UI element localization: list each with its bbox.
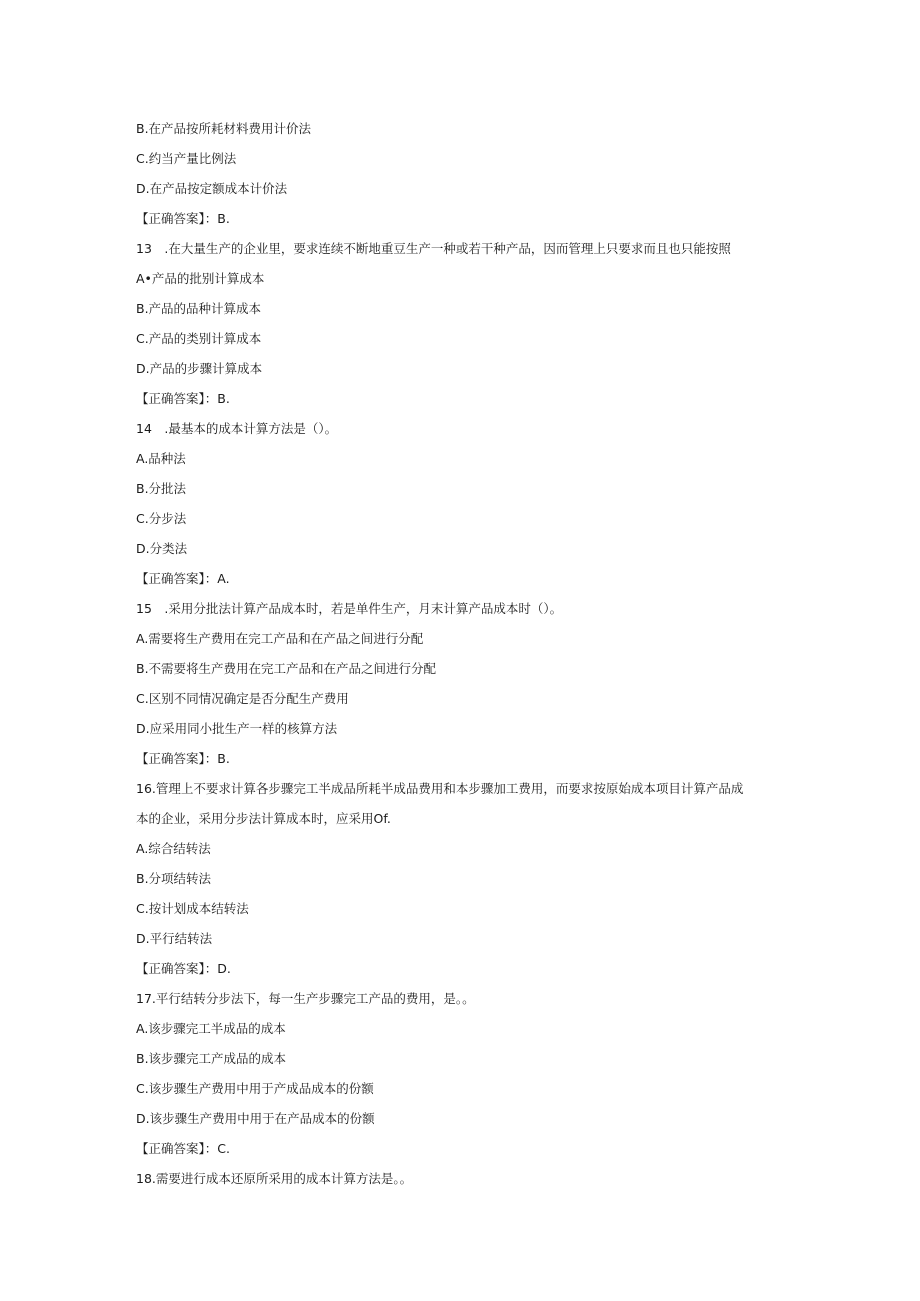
question-16-line-1: 16.管理上不要求计算各步骤完工半成品所耗半成品费用和本步骤加工费用，而要求按原始成本项目计算产品成 — [136, 781, 744, 796]
option-a-q16: A.综合结转法 — [136, 841, 211, 856]
answer-q13: 【正确答案】：B. — [136, 391, 230, 406]
answer-q12: 【正确答案】：B. — [136, 211, 230, 226]
question-15: 15 .采用分批法计算产品成本时，若是单件生产，月末计算产品成本时（）。 — [136, 601, 563, 616]
option-c-q13: C.产品的类别计算成本 — [136, 331, 262, 346]
option-b-q17: B.该步骤完工产成品的成本 — [136, 1051, 287, 1066]
option-d-q13: D.产品的步骤计算成本 — [136, 361, 263, 376]
question-list — [136, 114, 796, 1194]
option-c-q15: C.区别不同情况确定是否分配生产费用 — [136, 691, 349, 706]
option-c-q14: C.分步法 — [136, 511, 187, 526]
question-16-line-2: 本的企业，采用分步法计算成本时，应采用Of. — [136, 811, 391, 826]
question-17: 17.平行结转分步法下，每一生产步骤完工产品的费用，是。。 — [136, 991, 475, 1006]
answer-q16: 【正确答案】：D. — [136, 961, 231, 976]
option-d-q15: D.应采用同小批生产一样的核算方法 — [136, 721, 338, 736]
option-a-q17: A.该步骤完工半成品的成本 — [136, 1021, 286, 1036]
answer-q14: 【正确答案】：A. — [136, 571, 230, 586]
option-d-q14: D.分类法 — [136, 541, 188, 556]
option-a-q14: A.品种法 — [136, 451, 186, 466]
question-18: 18.需要进行成本还原所采用的成本计算方法是。。 — [136, 1171, 413, 1186]
question-13: 13 .在大量生产的企业里，要求连续不断地重豆生产一种或若干种产品，因而管理上只要求而且也只能按照 — [136, 241, 731, 256]
answer-q15: 【正确答案】：B. — [136, 751, 230, 766]
question-14: 14 .最基本的成本计算方法是（）。 — [136, 421, 338, 436]
option-c-q17: C.该步骤生产费用中用于产成品成本的份额 — [136, 1081, 374, 1096]
option-a-q15: A.需要将生产费用在完工产品和在产品之间进行分配 — [136, 631, 424, 646]
option-c-q16: C.按计划成本结转法 — [136, 901, 249, 916]
option-b-q16: B.分项结转法 — [136, 871, 212, 886]
option-d-q12: D.在产品按定额成本计价法 — [136, 181, 288, 196]
answer-q17: 【正确答案】：C. — [136, 1141, 230, 1156]
option-a-q13: A•产品的批别计算成本 — [136, 271, 265, 286]
option-d-q16: D.平行结转法 — [136, 931, 213, 946]
option-d-q17: D.该步骤生产费用中用于在产品成本的份额 — [136, 1111, 375, 1126]
option-c-q12: C.约当产量比例法 — [136, 151, 237, 166]
option-b-q15: B.不需要将生产费用在完工产品和在产品之间进行分配 — [136, 661, 437, 676]
option-b-q14: B.分批法 — [136, 481, 187, 496]
option-b-q13: B.产品的品种计算成本 — [136, 301, 262, 316]
option-b-q12: B.在产品按所耗材料费用计价法 — [136, 121, 312, 136]
